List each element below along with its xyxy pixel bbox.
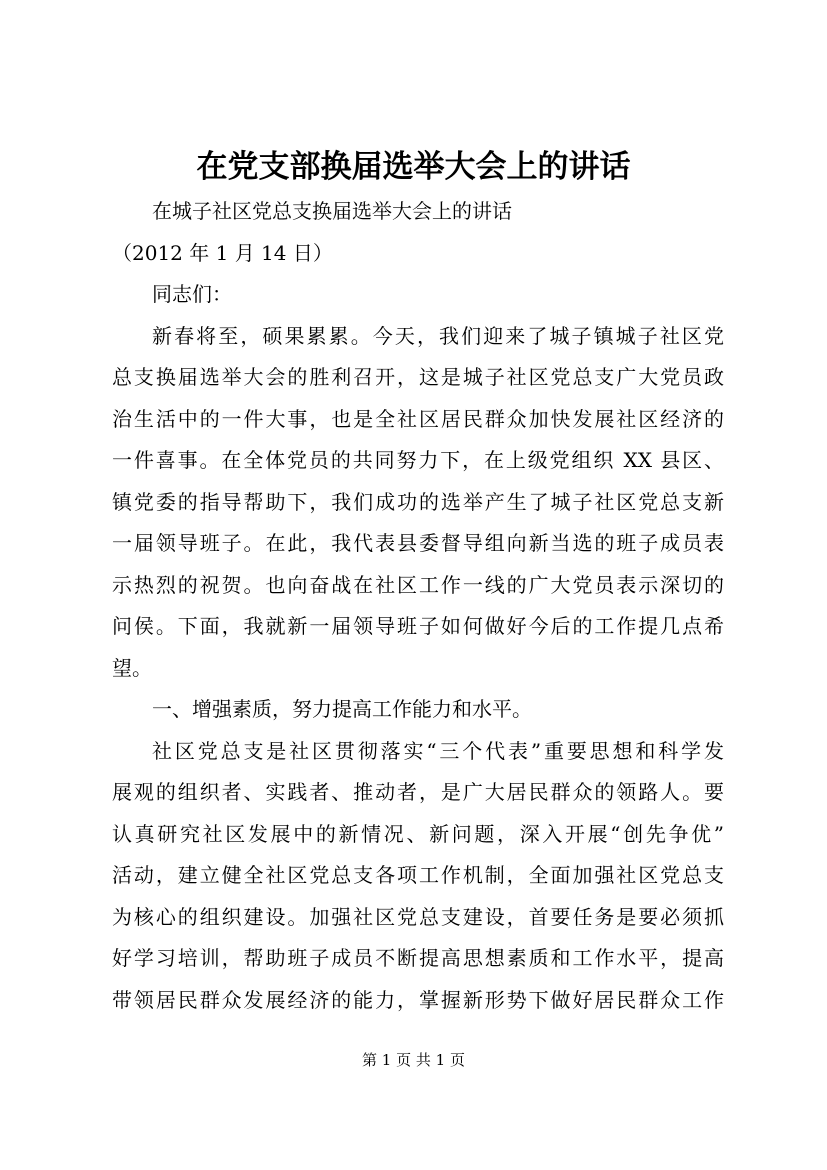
paragraph-1 [112, 316, 724, 690]
paragraph-line: 新春将至，硕果累累。今天，我们迎来了城子镇城子社区党 [152, 323, 724, 348]
paragraph-line: 望。 [112, 655, 152, 680]
paragraph-line: 社区党总支是社区贯彻落实“三个代表”重要思想和科学发 [152, 738, 724, 763]
paragraph-line: 治生活中的一件大事，也是全社区居民群众加快发展社区经济的 [112, 406, 724, 431]
paragraph-line: 示热烈的祝贺。也向奋战在社区工作一线的广大党员表示深切的 [112, 572, 724, 597]
paragraph-line: 为核心的组织建设。加强社区党总支建设，首要任务是要必须抓 [112, 904, 724, 929]
paragraph-line: 问侯。下面，我就新一届领导班子如何做好今后的工作提几点希 [112, 614, 724, 638]
paragraph-line: 一件喜事。在全体党员的共同努力下，在上级党组织 XX 县区、 [112, 448, 724, 472]
document-title: 在党支部换届选举大会上的讲话 [196, 149, 631, 185]
section-heading: 一、增强素质，努力提高工作能力和水平。 [152, 697, 532, 721]
paragraph-line: 认真研究社区发展中的新情况、新问题，深入开展“创先争优” [112, 821, 724, 846]
paragraph-line: 活动，建立健全社区党总支各项工作机制，全面加强社区党总支 [112, 863, 724, 887]
paragraph-line: 镇党委的指导帮助下，我们成功的选举产生了城子社区党总支新 [112, 489, 724, 514]
paragraph-line: 好学习培训，帮助班子成员不断提高思想素质和工作水平，提高 [112, 946, 724, 970]
paragraph-line: 带领居民群众发展经济的能力，掌握新形势下做好居民群众工作 [112, 987, 724, 1012]
paragraph-line: 展观的组织者、实践者、推动者，是广大居民群众的领路人。要 [112, 780, 724, 804]
date-line: （2012 年 1 月 14 日） [112, 240, 333, 265]
subtitle: 在城子社区党总支换届选举大会上的讲话 [152, 199, 512, 223]
paragraph-line: 一届领导班子。在此，我代表县委督导组向新当选的班子成员表 [112, 531, 724, 555]
paragraph-line: 总支换届选举大会的胜利召开，这是城子社区党总支广大党员政 [112, 365, 724, 389]
document-body [112, 191, 724, 1021]
paragraph-2 [112, 731, 724, 1022]
page-footer: 第 1 页 共 1 页 [362, 1051, 465, 1069]
salutation: 同志们： [152, 282, 232, 306]
